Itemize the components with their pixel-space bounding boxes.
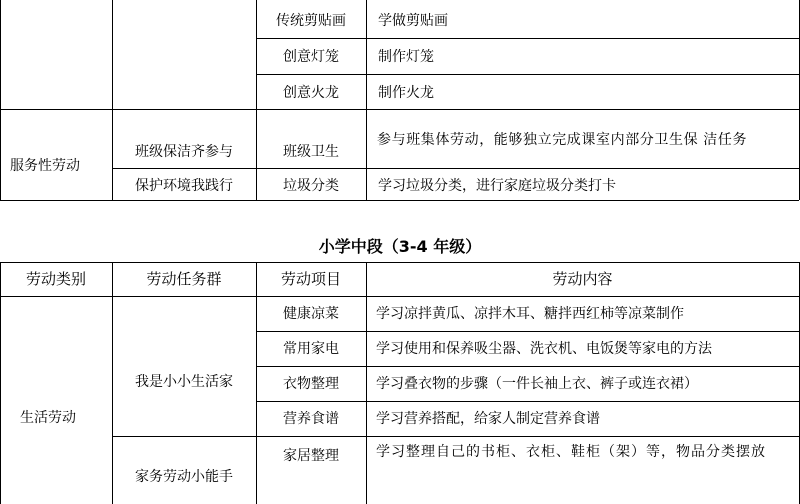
t2-row-line-4 [112,436,799,437]
t1-content-cell: 制作灯笼 [378,49,434,65]
header-group: 劳动任务群 [146,270,222,288]
t2-project-cell: 家居整理 [283,448,339,464]
t2-content-cell: 学习使用和保养吸尘器、洗衣机、电饭煲等家电的方法 [376,341,712,357]
t2-group-cell: 我是小小生活家 [135,374,233,390]
t2-row-line-1 [256,331,799,332]
t1-group-cell: 班级保洁齐参与 [135,144,233,160]
t1-content-cell: 学做剪贴画 [378,13,448,29]
t1-content-cell: 学习垃圾分类，进行家庭垃圾分类打卡 [378,178,616,194]
t2-content-cell: 学习凉拌黄瓜、凉拌木耳、糖拌西红柿等凉菜制作 [376,306,684,322]
t1-content-cell: 制作火龙 [378,85,434,101]
t1-project-cell: 传统剪贴画 [276,13,346,29]
t2-content-cell: 学习叠衣物的步骤（一件长袖上衣、裤子或连衣裙） [376,376,698,392]
t2-group-cell: 家务劳动小能手 [135,469,233,485]
t2-project-cell: 健康凉菜 [283,306,339,322]
t2-border-left [0,262,1,504]
t2-row-line-2 [256,366,799,367]
t2-project-cell: 衣物整理 [283,376,339,392]
header-project: 劳动项目 [280,270,341,288]
header-category: 劳动类别 [25,270,86,288]
t2-content-cell: 学习整理自己的书柜、衣柜、鞋柜（架）等，物品分类摆放 [376,444,766,460]
t2-header-line [0,296,799,297]
t2-col-divider-3 [366,262,367,504]
t1-category-cell: 服务性劳动 [10,158,80,174]
t1-project-cell: 班级卫生 [283,144,339,160]
t1-content-cell: 参与班集体劳动，能够独立完成课室内部分卫生保 洁任务 [377,132,748,148]
t1-group-cell: 保护环境我践行 [135,178,233,194]
t2-project-cell: 常用家电 [283,341,339,357]
t2-row-line-3 [256,401,799,402]
header-content: 劳动内容 [552,270,613,288]
t1-project-cell: 创意火龙 [283,85,339,101]
t2-project-cell: 营养食谱 [283,411,339,427]
t2-border-top [0,262,799,263]
t2-category-cell: 生活劳动 [20,410,76,426]
t1-project-cell: 垃圾分类 [283,178,339,194]
t1-project-cell: 创意灯笼 [283,49,339,65]
section-title: 小学中段（3-4 年级） [318,237,482,256]
t2-content-cell: 学习营养搭配，给家人制定营养食谱 [376,411,600,427]
